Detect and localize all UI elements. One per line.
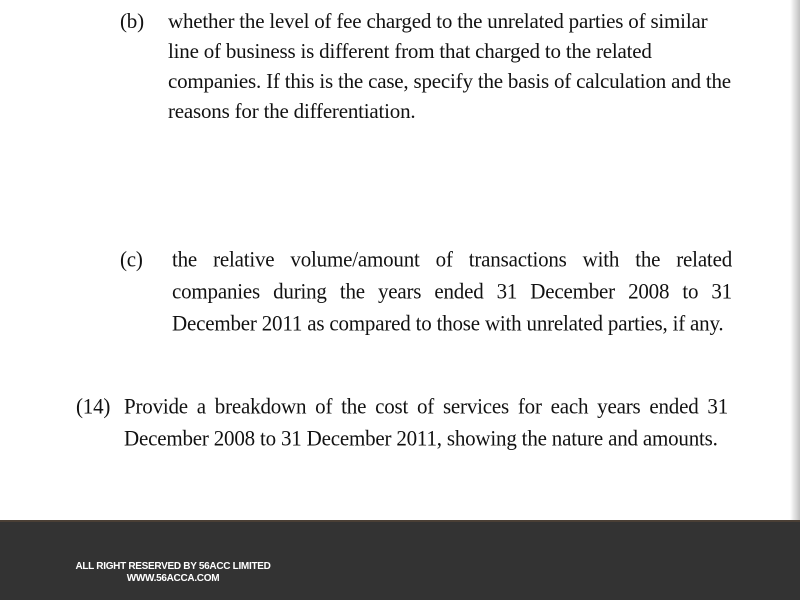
- item-marker: (b): [120, 9, 144, 33]
- footer-bar: [0, 520, 800, 600]
- item-text: the relative volume/amount of transactions with the related companies during the years ended 31 December 2008 to 31 December 2011 as compared to those with unrelated parties, if any.: [172, 246, 732, 337]
- page-edge-shadow: [790, 0, 800, 520]
- item-marker: (c): [120, 246, 143, 272]
- item-marker: (14): [76, 393, 111, 419]
- item-text: whether the level of fee charged to the unrelated parties of similar line of business is different from that charged to the related companies. If this is the case, specify the basis of calculation and the reasons for the differentiation.: [168, 9, 731, 123]
- copyright-text: ALL RIGHT RESERVED BY 56ACC LIMITED: [75, 561, 271, 572]
- list-item-14: [76, 390, 736, 476]
- list-item-b: [120, 6, 740, 136]
- list-item-c: [120, 243, 740, 361]
- website-text: WWW.56ACCA.COM: [126, 573, 220, 584]
- footer-copyright: [58, 561, 288, 585]
- footer-divider: [0, 520, 800, 522]
- item-text: Provide a breakdown of the cost of services for each years ended 31 December 2008 to 31 December 2011, showing the nature and amounts.: [124, 393, 728, 451]
